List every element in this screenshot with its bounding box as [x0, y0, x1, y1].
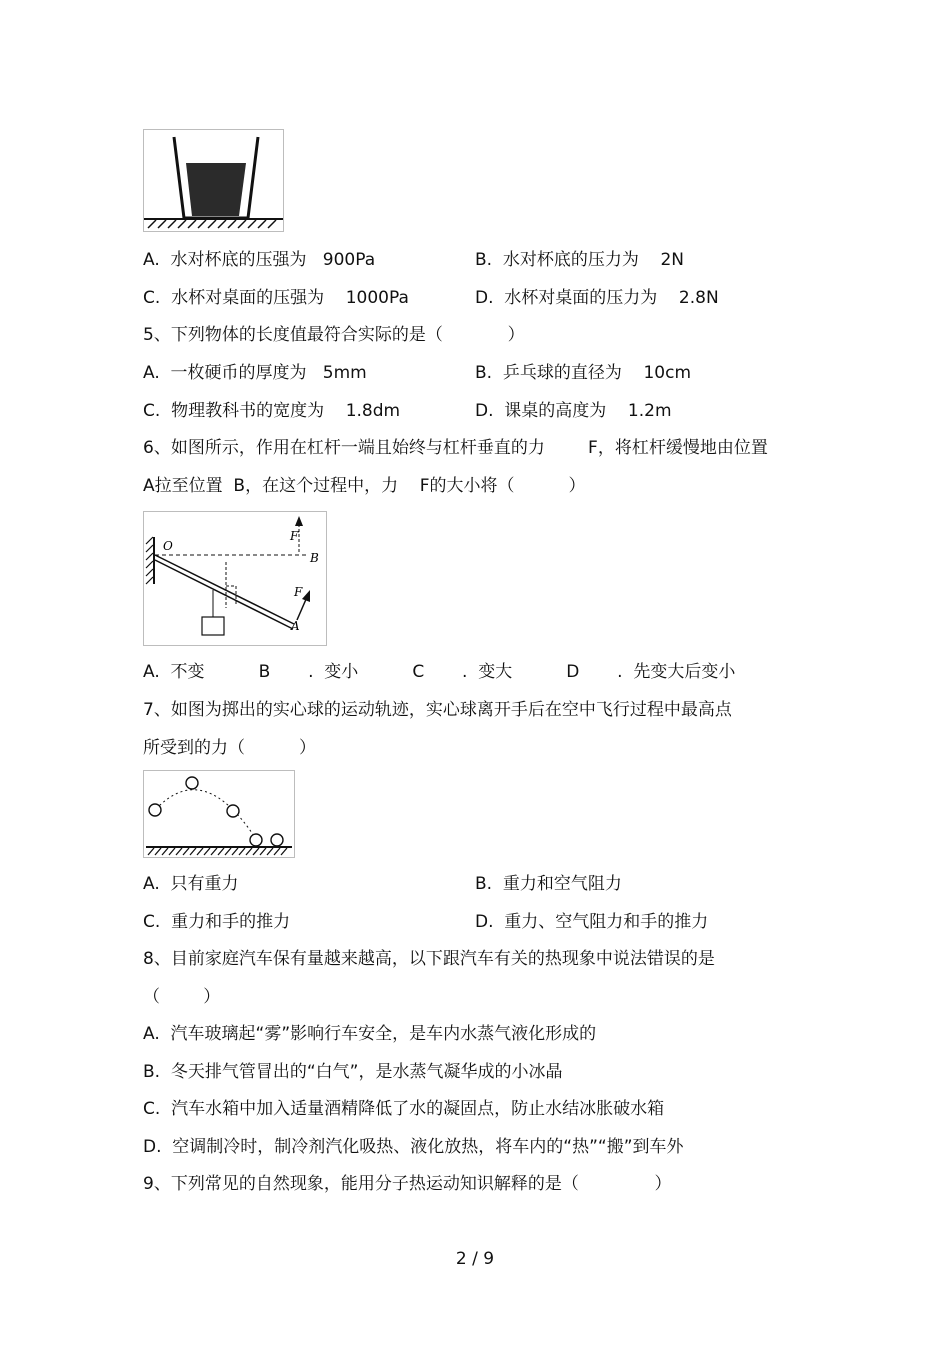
q7-option-b: B. 重力和空气阻力: [475, 874, 622, 894]
label-f-top: F: [290, 529, 299, 543]
q5-stem: 5、下列物体的长度值最符合实际的是（ ）: [143, 325, 525, 345]
q5-option-c: C. 物理教科书的宽度为 1.8dm: [143, 401, 401, 421]
q4-option-a: A. 水对杯底的压强为 900Pa: [143, 250, 376, 270]
q4-option-b: B. 水对杯底的压力为 2N: [475, 250, 685, 270]
label-b: B: [310, 551, 319, 565]
q8-option-c: C. 汽车水箱中加入适量酒精降低了水的凝固点，防止水结冰胀破水箱: [143, 1099, 665, 1119]
q6-stem-line1: 6、如图所示，作用在杠杆一端且始终与杠杆垂直的力 F，将杠杆缓慢地由位置: [143, 438, 768, 458]
q7-option-a: A. 只有重力: [143, 874, 239, 894]
q9-stem: 9、下列常见的自然现象，能用分子热运动知识解释的是（ ）: [143, 1174, 672, 1194]
q6-options: A. 不变 B . 变小 C . 变大 D . 先变大后变小: [143, 662, 736, 682]
q8-option-d: D. 空调制冷时，制冷剂汽化吸热、液化放热，将车内的“热”“搬”到车外: [143, 1137, 684, 1157]
q6-stem-line2: A拉至位置 B，在这个过程中，力 F的大小将（ ）: [143, 476, 586, 496]
q7-option-d: D. 重力、空气阻力和手的推力: [475, 912, 709, 932]
q7-stem-line1: 7、如图为掷出的实心球的运动轨迹，实心球离开手后在空中飞行过程中最高点: [143, 700, 732, 720]
q5-option-b: B. 乒乓球的直径为 10cm: [475, 363, 692, 383]
q7-stem-line2: 所受到的力（ ）: [143, 738, 317, 758]
q8-stem-line1: 8、目前家庭汽车保有量越来越高，以下跟汽车有关的热现象中说法错误的是: [143, 949, 715, 969]
q5-option-a: A. 一枚硬币的厚度为 5mm: [143, 363, 367, 383]
q5-option-d: D. 课桌的高度为 1.2m: [475, 401, 672, 421]
label-f-bottom: F: [294, 585, 303, 599]
q8-option-a: A. 汽车玻璃起“雾”影响行车安全，是车内水蒸气液化形成的: [143, 1024, 597, 1044]
lever-figure: [143, 511, 327, 646]
label-o: O: [163, 539, 173, 553]
trajectory-figure: [143, 770, 295, 858]
q4-option-c: C. 水杯对桌面的压强为 1000Pa: [143, 288, 409, 308]
q8-option-b: B. 冬天排气管冒出的“白气”，是水蒸气凝华成的小冰晶: [143, 1062, 563, 1082]
q8-stem-line2: （ ）: [143, 987, 221, 1007]
q4-option-d: D. 水杯对桌面的压力为 2.8N: [475, 288, 719, 308]
page-number: 2 / 9: [455, 1249, 495, 1269]
q7-option-c: C. 重力和手的推力: [143, 912, 291, 932]
label-a: A: [291, 619, 300, 633]
cup-figure: [143, 129, 284, 232]
